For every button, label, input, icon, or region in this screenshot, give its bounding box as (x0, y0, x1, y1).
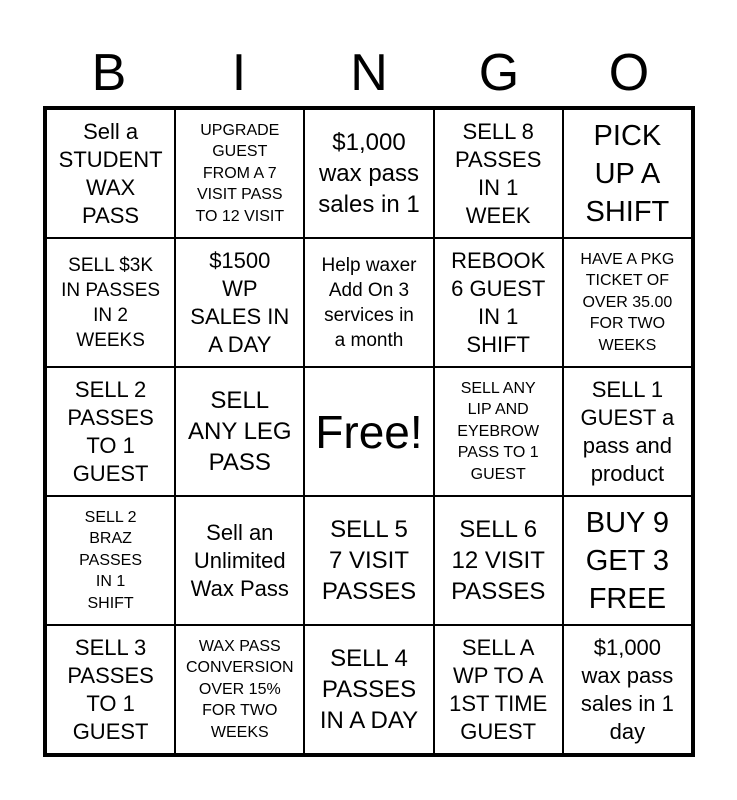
cell-text: SELL $3K IN PASSES IN 2 WEEKS (61, 254, 161, 351)
cell-text: SELL 2 BRAZ PASSES IN 1 SHIFT (79, 508, 143, 612)
bingo-cell-r1-c2[interactable] (175, 109, 304, 238)
bingo-cell-r2-c1[interactable] (46, 238, 175, 367)
cell-text: SELL ANY LIP AND EYEBROW PASS TO 1 GUEST (457, 379, 540, 483)
bingo-cell-r3-c1[interactable] (46, 367, 175, 496)
bingo-cell-r3-c5[interactable] (563, 367, 692, 496)
bingo-cell-r1-c1[interactable] (46, 109, 175, 238)
cell-text: SELL 3 PASSES TO 1 GUEST (67, 634, 154, 744)
cell-text: SELL A WP TO A 1ST TIME GUEST (449, 634, 548, 744)
bingo-board (43, 106, 695, 757)
cell-text: $1,000 wax pass sales in 1 (318, 129, 420, 218)
cell-text: UPGRADE GUEST FROM A 7 VISIT PASS TO 12 VISIT (195, 121, 285, 225)
bingo-cell-r5-c4[interactable] (434, 625, 563, 754)
cell-text: HAVE A PKG TICKET OF OVER 35.00 FOR TWO WEEKS (580, 250, 675, 354)
cell-text: $1500 WP SALES IN A DAY (190, 247, 290, 357)
cell-text: SELL 4 PASSES IN A DAY (319, 645, 419, 734)
cell-text: PICK UP A SHIFT (585, 119, 670, 228)
bingo-cell-r1-c4[interactable] (434, 109, 563, 238)
bingo-cell-r5-c2[interactable] (175, 625, 304, 754)
cell-text: Sell an Unlimited Wax Pass (190, 519, 289, 601)
cell-text: WAX PASS CONVERSION OVER 15% FOR TWO WEEKS (186, 637, 294, 741)
cell-text: $1,000 wax pass sales in 1 day (580, 634, 674, 744)
cell-text: SELL 1 GUEST a pass and product (580, 376, 675, 486)
header-letter-g: G (478, 44, 520, 102)
bingo-cell-r4-c3[interactable] (304, 496, 433, 625)
bingo-cell-r5-c5[interactable] (563, 625, 692, 754)
cell-text: SELL 5 7 VISIT PASSES (321, 516, 417, 605)
bingo-cell-r1-c3[interactable] (304, 109, 433, 238)
cell-text: Sell a STUDENT WAX PASS (58, 118, 163, 228)
bingo-cell-r4-c4[interactable] (434, 496, 563, 625)
header-letter-b: B (91, 44, 127, 102)
bingo-cell-r5-c1[interactable] (46, 625, 175, 754)
cell-text: REBOOK 6 GUEST IN 1 SHIFT (451, 247, 546, 357)
cell-text: SELL 8 PASSES IN 1 WEEK (454, 118, 542, 228)
bingo-cell-r4-c5[interactable] (563, 496, 692, 625)
cell-text: BUY 9 GET 3 FREE (585, 506, 670, 615)
bingo-cell-r2-c5[interactable] (563, 238, 692, 367)
cell-text: SELL 6 12 VISIT PASSES (451, 516, 546, 605)
bingo-cell-r2-c2[interactable] (175, 238, 304, 367)
bingo-header (44, 40, 694, 106)
bingo-cell-r4-c2[interactable] (175, 496, 304, 625)
bingo-cell-r3-c4[interactable] (434, 367, 563, 496)
bingo-cell-r2-c3[interactable] (304, 238, 433, 367)
header-letter-i: I (231, 44, 247, 102)
free-space-cell[interactable] (304, 367, 433, 496)
bingo-cell-r1-c5[interactable] (563, 109, 692, 238)
cell-text: Help waxer Add On 3 services in a month (321, 254, 417, 351)
bingo-cell-r2-c4[interactable] (434, 238, 563, 367)
header-letter-o: O (608, 44, 650, 102)
cell-text: SELL ANY LEG PASS (187, 387, 292, 476)
cell-text: SELL 2 PASSES TO 1 GUEST (67, 376, 154, 486)
bingo-cell-r4-c1[interactable] (46, 496, 175, 625)
bingo-cell-r3-c2[interactable] (175, 367, 304, 496)
header-letter-n: N (350, 44, 388, 102)
cell-text: Free! (315, 405, 423, 458)
bingo-cell-r5-c3[interactable] (304, 625, 433, 754)
